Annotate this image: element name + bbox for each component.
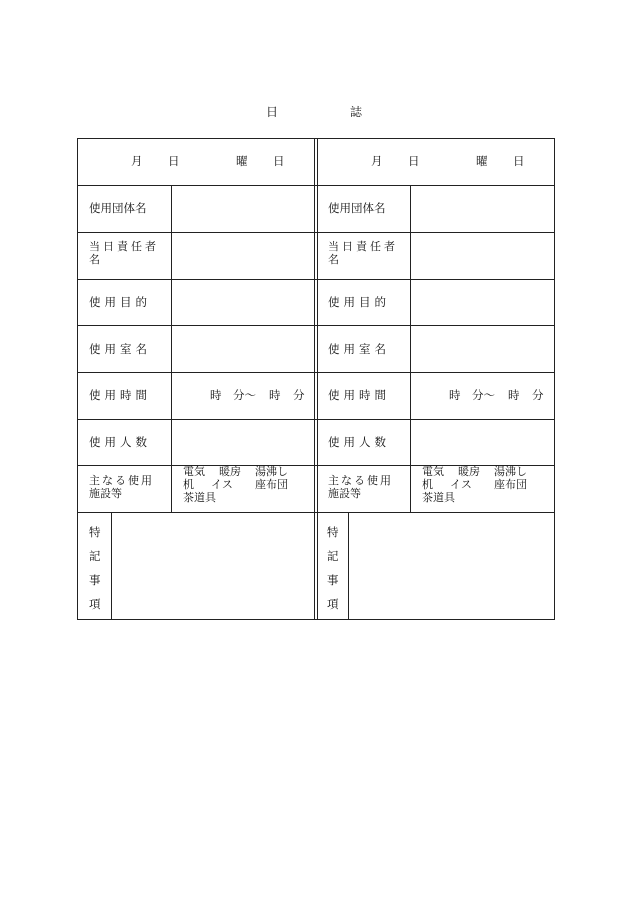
people-label: 使 用 人 数 bbox=[89, 435, 147, 449]
weekday-day-label: 日 bbox=[513, 154, 525, 168]
room-label: 使 用 室 名 bbox=[328, 342, 386, 356]
weekday-label: 曜 bbox=[476, 154, 488, 168]
responsible-label: 当日責任者 名 bbox=[328, 240, 398, 266]
group-name-label: 使用団体名 bbox=[89, 201, 147, 215]
weekday-day-label: 日 bbox=[273, 154, 285, 168]
people-label: 使 用 人 数 bbox=[328, 435, 386, 449]
purpose-label: 使 用 目 的 bbox=[328, 295, 386, 309]
day-label: 日 bbox=[408, 154, 420, 168]
purpose-label: 使 用 目 的 bbox=[89, 295, 147, 309]
time-label: 使 用 時 間 bbox=[328, 388, 386, 402]
title-char-1: 日 bbox=[266, 105, 279, 119]
time-label: 使 用 時 間 bbox=[89, 388, 147, 402]
log-table: 月 日 曜 日 使用団体名 当日責任者 名 使 用 目 的 使 用 室 名 使 用 時 間 時 分〜 時 分 使 用 人 数 主なる使用 施設等 電気 暖房 湯沸し 机 イス 座布団 茶道具 特 記 事 項 月 日 曜 日 使用団体名 当日責任者 名 使 用 目 的 使 用 室 名 使 用 時 間 時 分〜 時 分 使 用 人 数 主なる使用 施設等 電気 暖房 湯沸し 机 イス 座布団 茶道具 特 記 事 項 bbox=[77, 138, 555, 620]
title-char-2: 誌 bbox=[350, 105, 363, 119]
document-title bbox=[0, 103, 630, 119]
weekday-label: 曜 bbox=[236, 154, 248, 168]
facilities-value: 電気 暖房 湯沸し 机 イス 座布団 茶道具 bbox=[183, 465, 288, 504]
group-name-label: 使用団体名 bbox=[328, 201, 386, 215]
facilities-label: 主なる使用 施設等 bbox=[328, 474, 393, 500]
responsible-label: 当日責任者 名 bbox=[89, 240, 159, 266]
notes-label: 特 記 事 項 bbox=[327, 525, 339, 611]
facilities-label: 主なる使用 施設等 bbox=[89, 474, 154, 500]
notes-label: 特 記 事 項 bbox=[89, 525, 101, 611]
month-label: 月 bbox=[131, 154, 143, 168]
facilities-value: 電気 暖房 湯沸し 机 イス 座布団 茶道具 bbox=[422, 465, 527, 504]
room-label: 使 用 室 名 bbox=[89, 342, 147, 356]
day-label: 日 bbox=[168, 154, 180, 168]
month-label: 月 bbox=[371, 154, 383, 168]
